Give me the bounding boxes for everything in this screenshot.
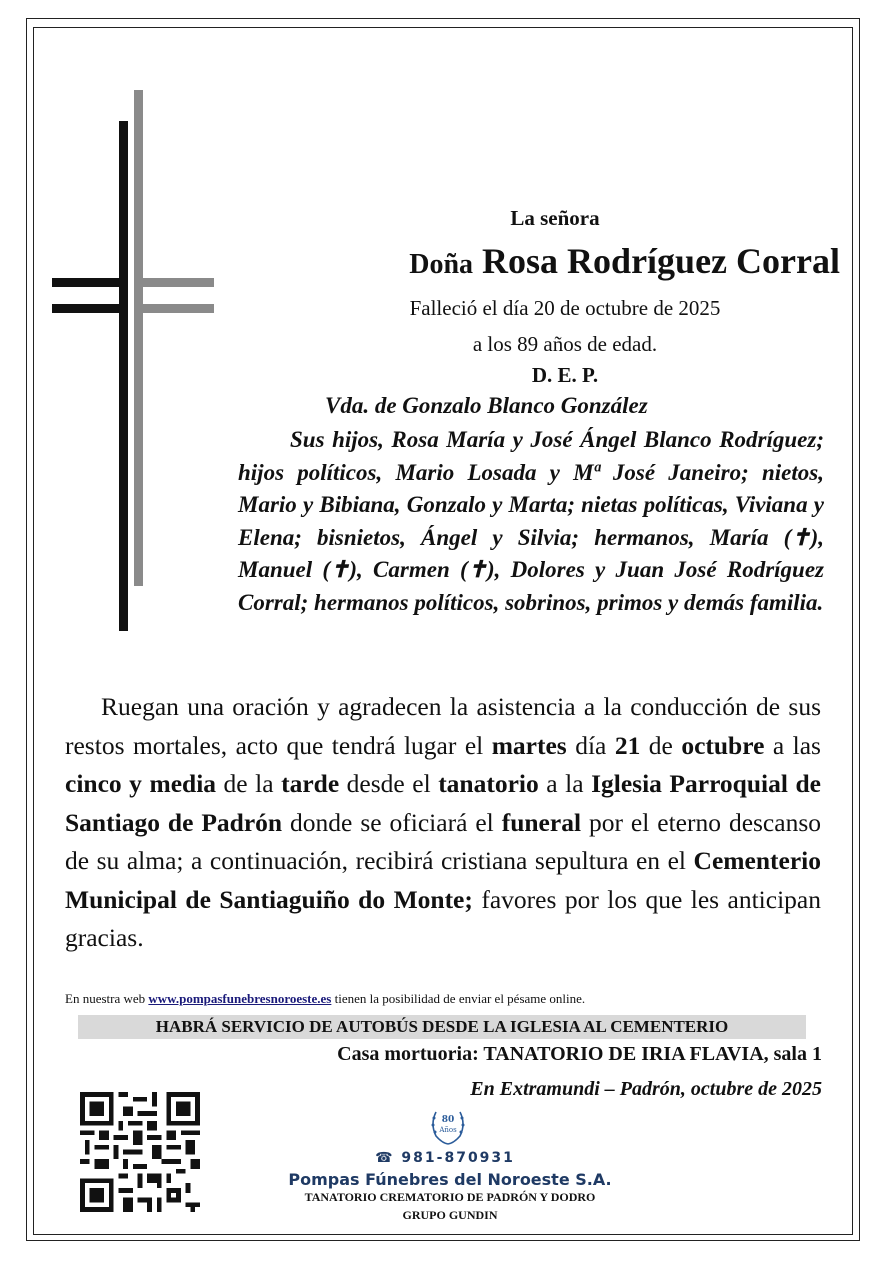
website-link[interactable]: www.pompasfunebresnoroeste.es xyxy=(148,991,332,1006)
web-notice xyxy=(65,991,821,1007)
web-prefix: En nuestra web xyxy=(65,991,149,1006)
family-text-3: ), Carmen ( xyxy=(349,557,468,582)
ceremony-cemetery: Cementerio Municipal de Santiaguiño do Monte; xyxy=(65,846,821,914)
ceremony-date: 21 xyxy=(614,730,641,760)
cross-icon xyxy=(50,88,216,634)
ceremony-text: por el eterno descanso de su alma; a continuación, recibirá cristiana sepultura en el xyxy=(65,807,821,875)
ceremony-text: desde el xyxy=(339,769,439,798)
ceremony-church: Iglesia Parroquial de Santiago de Padrón xyxy=(65,769,821,837)
cross-small-icon: ✝ xyxy=(467,557,487,582)
ceremony-text: de xyxy=(640,730,682,760)
company-name: Pompas Fúnebres del Noroeste S.A. xyxy=(288,1170,612,1189)
age-line: a los 89 años de edad. xyxy=(472,332,658,356)
ceremony-text: a la xyxy=(538,769,592,798)
cross-small-icon: ✝ xyxy=(791,524,811,550)
family-text-2: ), Manuel ( xyxy=(238,524,824,582)
tanatorio-line: TANATORIO CREMATORIO DE PADRÓN Y DODRO xyxy=(304,1190,596,1204)
ceremony-text: favores por los que les anticipan gracias. xyxy=(65,884,821,952)
web-suffix: tienen la posibilidad de enviar el pésame online. xyxy=(331,991,586,1006)
ceremony-text: de la xyxy=(216,769,282,798)
ceremony-period: tarde xyxy=(281,769,340,798)
ceremony-time: cinco y media xyxy=(65,769,217,798)
cross-small-icon: ✝ xyxy=(330,557,350,582)
family-text-4: ), Dolores y Juan José Rodríguez Corral; hermanos políticos, sobrinos, primos y demás familia. xyxy=(238,557,824,615)
ceremony-month: octubre xyxy=(681,730,765,760)
phone-number[interactable]: 981-870931 xyxy=(401,1150,515,1166)
place-date: En Extramundi – Padrón, octubre de 2025 xyxy=(470,1078,822,1100)
ceremony-text: donde se oficiará el xyxy=(282,807,502,837)
ceremony-paragraph xyxy=(65,688,821,958)
ceremony-text: Ruegan una oración y agradecen la asistencia a la conducción de sus restos mortales, acto que tendrá lugar el xyxy=(65,692,821,760)
qr-code[interactable] xyxy=(80,1092,200,1212)
group-line: GRUPO GUNDIN xyxy=(402,1208,498,1222)
ceremony-day: martes xyxy=(491,730,567,760)
dep-text: D. E. P. xyxy=(531,363,599,387)
family-text-1: Sus hijos, Rosa María y José Ángel Blanco Rodríguez; hijos políticos, Mario Losada y Mª José Janeiro; nietos, Mario y Bibiana, Gonzalo y Marta; nietas políticas, Viviana y Elena; bisnietos, Ángel y Silvia; hermanos, María ( xyxy=(238,427,824,550)
ceremony-text: día xyxy=(566,730,615,760)
badge-text: Años xyxy=(439,1126,457,1134)
intro-text: La señora xyxy=(510,206,600,230)
phone-icon: ☎ xyxy=(375,1150,395,1166)
death-date: Falleció el día 20 de octubre de 2025 xyxy=(409,296,721,320)
name-text: Rosa Rodríguez Corral xyxy=(482,241,840,281)
family-list xyxy=(238,424,824,619)
name-prefix: Doña xyxy=(409,249,474,280)
ceremony-text: a las xyxy=(764,730,821,760)
widow-line: Vda. de Gonzalo Blanco González xyxy=(325,393,648,418)
bus-notice: HABRÁ SERVICIO DE AUTOBÚS DESDE LA IGLESIA AL CEMENTERIO xyxy=(78,1015,806,1039)
ceremony-origin: tanatorio xyxy=(438,769,539,798)
ceremony-funeral: funeral xyxy=(501,807,582,837)
casa-mortuoria: Casa mortuoria: TANATORIO DE IRIA FLAVIA, sala 1 xyxy=(337,1043,822,1065)
deceased-name xyxy=(260,240,840,282)
badge-number: 80 xyxy=(441,1115,455,1125)
anniversary-badge-icon xyxy=(428,1104,468,1146)
phone-line xyxy=(300,1150,590,1166)
